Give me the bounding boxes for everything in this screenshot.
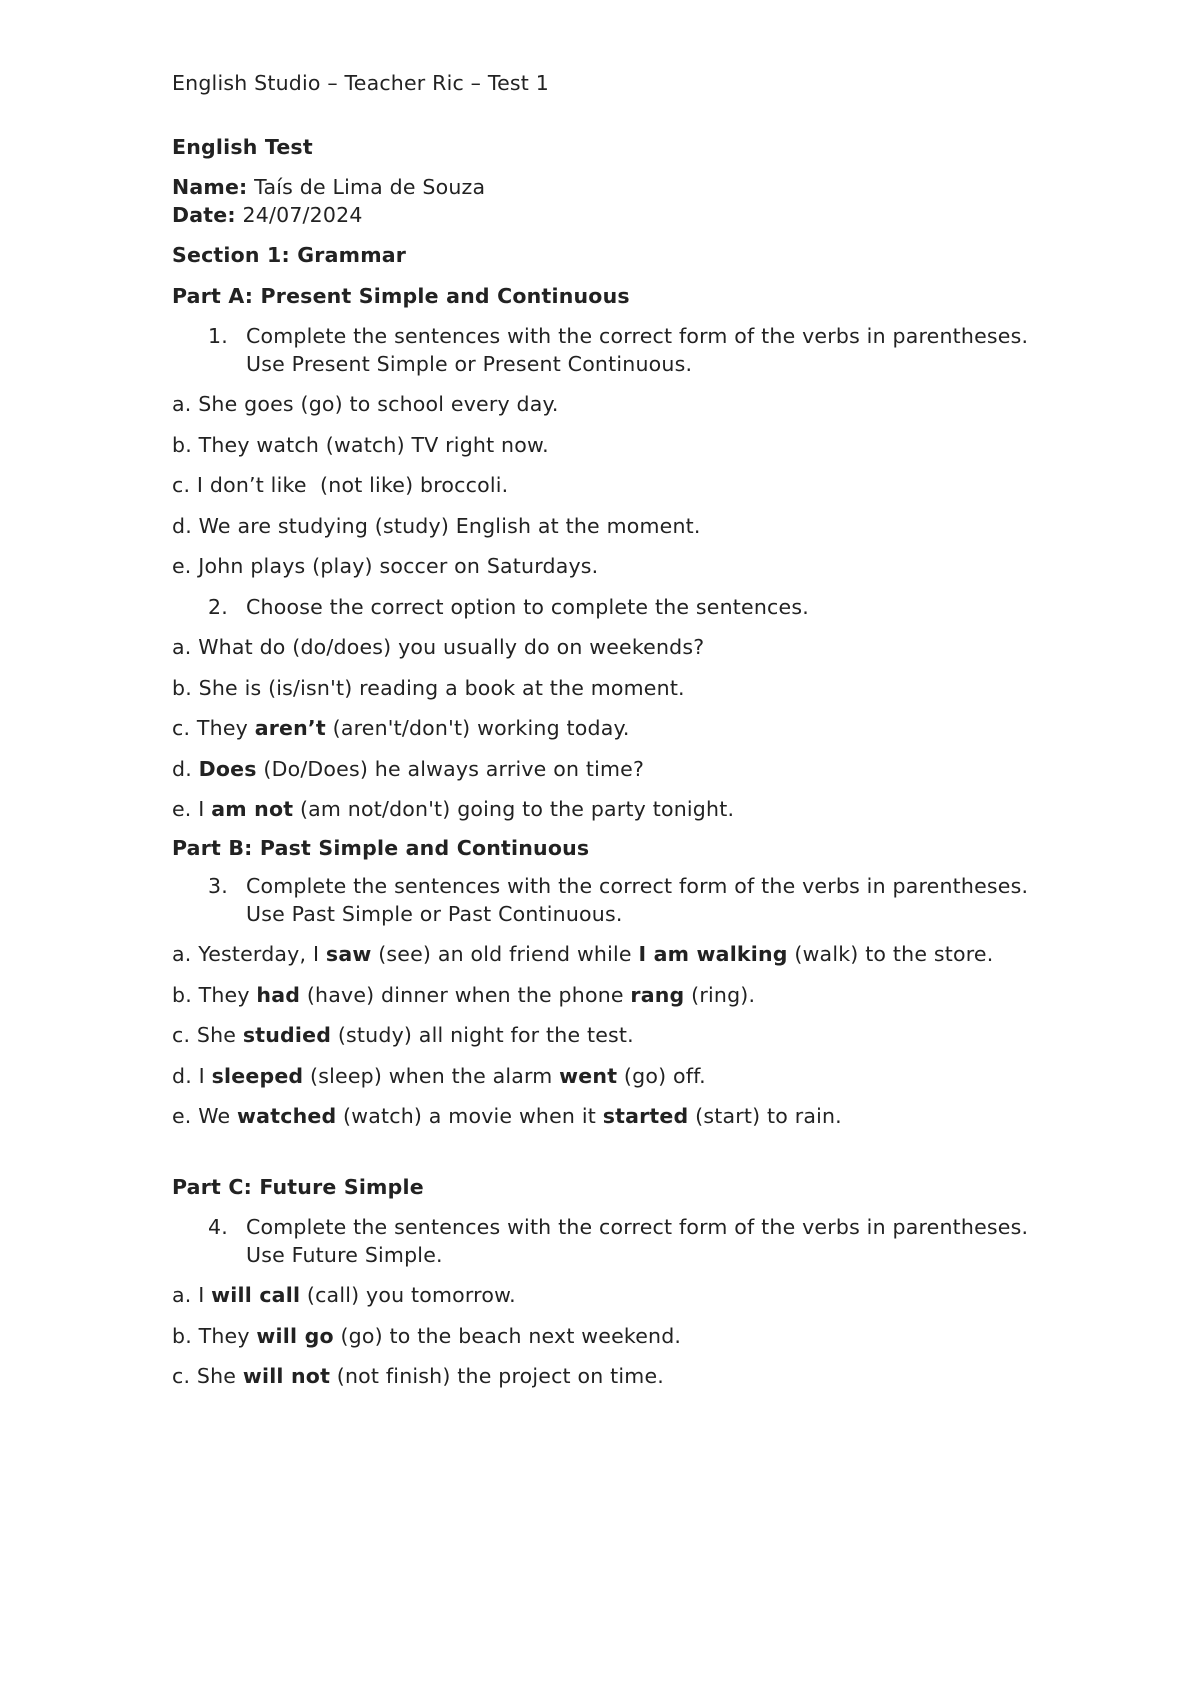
question-number: 1. (208, 324, 228, 348)
name-label: Name: (172, 175, 248, 199)
answer-item: e. John plays (play) soccer on Saturdays. (172, 554, 599, 578)
date-value: 24/07/2024 (235, 202, 363, 227)
document-page (172, 70, 1032, 1404)
answer-bold: rang (630, 982, 685, 1007)
answer-item (172, 756, 1032, 784)
answer-item (172, 1022, 1032, 1050)
page-header: English Studio – Teacher Ric – Test 1 (172, 71, 549, 95)
part-b-heading: Part B: Past Simple and Continuous (172, 835, 590, 860)
answer-text: (Do/Does) he always arrive on time? (256, 756, 645, 781)
question-1 (172, 323, 1032, 378)
question-2 (172, 594, 1032, 622)
answer-text: (am not/don't) going to the party tonight. (293, 797, 735, 821)
question-instruction: Choose the correct option to complete the sentences. (246, 594, 809, 619)
question-number: 2. (208, 594, 228, 619)
answer-item (172, 1363, 1032, 1391)
answer-text: a. What do (do/does) you usually do on weekends? (172, 635, 705, 659)
answer-bold: aren’t (254, 716, 326, 740)
answer-text: (go) to the beach next weekend. (333, 1323, 682, 1348)
answer-text: (not finish) the project on time. (330, 1364, 664, 1388)
answer-text: b. They (172, 982, 257, 1007)
answer-item (172, 1282, 1032, 1310)
answer-text: (watch) a movie when it (336, 1104, 603, 1128)
answer-bold: will go (256, 1323, 334, 1348)
student-info (172, 174, 1032, 229)
answer-item (172, 796, 1032, 824)
answer-item: b. They watch (watch) TV right now. (172, 432, 549, 457)
part-a-heading: Part A: Present Simple and Continuous (172, 283, 630, 308)
answer-item (172, 1323, 1032, 1351)
question-instruction: Complete the sentences with the correct form of the verbs in parentheses. Use Present Simple or Present Continuous. (246, 324, 1029, 376)
answer-text: (call) you tomorrow. (300, 1283, 516, 1307)
answer-text: d. I (172, 1063, 212, 1088)
date-label: Date: (172, 202, 236, 227)
answer-text: (walk) to the store. (787, 942, 994, 966)
answer-item (172, 675, 1032, 703)
answer-text: b. They (172, 1323, 257, 1348)
answer-item (172, 941, 1032, 969)
name-line (172, 174, 1032, 202)
date-line (172, 202, 1032, 230)
answer-bold: watched (237, 1104, 337, 1128)
question-number: 3. (208, 874, 228, 898)
question-3 (172, 873, 1032, 928)
answer-bold: started (602, 1104, 689, 1128)
answer-bold: went (559, 1063, 618, 1088)
answer-text: c. She (172, 1364, 243, 1388)
answer-bold: Does (198, 756, 257, 781)
answer-item (172, 982, 1032, 1010)
answer-text: (see) an old friend while (371, 942, 639, 966)
answer-text: c. They (172, 716, 255, 740)
question-number: 4. (208, 1215, 228, 1239)
answer-item (172, 634, 1032, 662)
answer-text: e. I (172, 797, 212, 821)
answer-bold: will call (211, 1283, 301, 1307)
answer-text: a. I (172, 1283, 212, 1307)
answer-bold: sleeped (211, 1063, 304, 1088)
question-4 (172, 1214, 1032, 1269)
answer-bold: am not (211, 797, 294, 821)
answer-text: c. She (172, 1023, 243, 1047)
answer-item: d. We are studying (study) English at the moment. (172, 513, 701, 538)
answer-bold: had (256, 982, 301, 1007)
answer-text: (aren't/don't) working today. (325, 716, 630, 740)
part-c-heading: Part C: Future Simple (172, 1174, 424, 1199)
answer-text: (go) off. (617, 1063, 706, 1088)
answer-text: (sleep) when the alarm (303, 1063, 560, 1088)
answer-item (172, 715, 1032, 743)
section-heading: Section 1: Grammar (172, 243, 407, 267)
answer-text: e. We (172, 1104, 238, 1128)
answer-bold: I am walking (638, 942, 788, 966)
question-instruction: Complete the sentences with the correct form of the verbs in parentheses. Use Future Simple. (246, 1215, 1029, 1267)
answer-text: b. She is (is/isn't) reading a book at the moment. (172, 675, 685, 700)
name-value: Taís de Lima de Souza (247, 175, 486, 199)
answer-bold: will not (242, 1364, 331, 1388)
answer-text: (ring). (684, 982, 756, 1007)
answer-item: a. She goes (go) to school every day. (172, 392, 559, 416)
answer-text: (start) to rain. (688, 1104, 842, 1128)
answer-bold: saw (325, 942, 372, 966)
answer-text: a. Yesterday, I (172, 942, 326, 966)
answer-text: (have) dinner when the phone (300, 982, 631, 1007)
question-instruction: Complete the sentences with the correct form of the verbs in parentheses. Use Past Simple or Past Continuous. (246, 874, 1029, 926)
answer-item (172, 1103, 1032, 1131)
answer-bold: studied (242, 1023, 332, 1047)
answer-text: (study) all night for the test. (331, 1023, 634, 1047)
answer-item (172, 1063, 1032, 1091)
answer-text: d. (172, 756, 199, 781)
answer-item: c. I don’t like (not like) broccoli. (172, 473, 509, 497)
test-title: English Test (172, 134, 313, 159)
